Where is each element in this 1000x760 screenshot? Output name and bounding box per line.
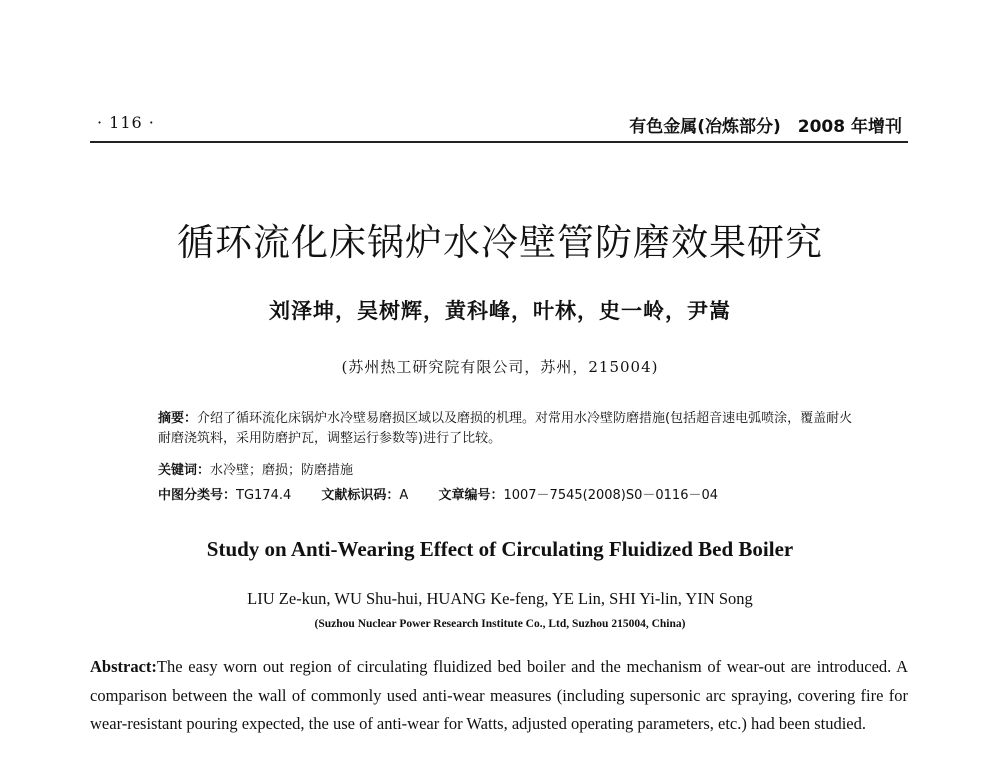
document-code-value: A [399, 488, 409, 503]
english-title: Study on Anti-Wearing Effect of Circulating Fluidized Bed Boiler [206, 537, 794, 561]
journal-header: 有色金属(冶炼部分) 2008 年增刊 [629, 117, 902, 137]
clc-label: 中图分类号： [158, 488, 237, 503]
chinese-authors: 刘泽坤，吴树辉，黄科峰，叶林，史一岭，尹嵩 [269, 298, 731, 323]
chinese-abstract-text: 介绍了循环流化床锅炉水冷壁易磨损区域以及磨损的机理。对常用水冷壁防磨措施(包括超音速电弧喷涂，覆盖耐火耐磨浇筑料，采用防磨护瓦，调整运行参数等)进行了比较。 [158, 411, 853, 446]
article-number-label: 文章编号： [438, 488, 504, 503]
english-affiliation: (Suzhou Nuclear Power Research Institute Co., Ltd, Suzhou 215004, China) [314, 618, 686, 630]
document-code [321, 488, 408, 503]
clc-number [158, 488, 291, 503]
english-authors: LIU Ze-kun, WU Shu-hui, HUANG Ke-feng, YE Lin, SHI Yi-lin, YIN Song [247, 589, 753, 608]
article-number-value: 1007－7545(2008)S0－0116－04 [503, 488, 719, 503]
article-number [438, 488, 718, 503]
classification-row [158, 486, 858, 506]
document-code-label: 文献标识码： [321, 488, 400, 503]
clc-value: TG174.4 [236, 488, 292, 503]
chinese-affiliation: (苏州热工研究院有限公司，苏州，215004) [341, 358, 659, 376]
chinese-keywords-text: 水冷壁；磨损；防磨措施 [210, 463, 354, 478]
header-rule [90, 141, 908, 143]
chinese-title: 循环流化床锅炉水冷壁管防磨效果研究 [177, 221, 823, 264]
page-number: · 116 · [97, 113, 155, 132]
chinese-keywords [158, 461, 858, 481]
english-abstract-text: The easy worn out region of circulating fluidized bed boiler and the mechanism of wear-out are introduced. A comparison between the wall of commonly used anti-wear measures (including supersonic arc spraying, covering fire for wear-resistant pouring expected, the use of anti-wear for Watts, adjusted operating parameters, etc.) had been studied. [90, 657, 908, 733]
chinese-abstract-label: 摘要： [158, 411, 198, 426]
chinese-keywords-label: 关键词： [158, 463, 211, 478]
english-abstract [90, 653, 908, 739]
chinese-abstract [158, 409, 858, 449]
english-abstract-label: Abstract: [90, 657, 157, 676]
